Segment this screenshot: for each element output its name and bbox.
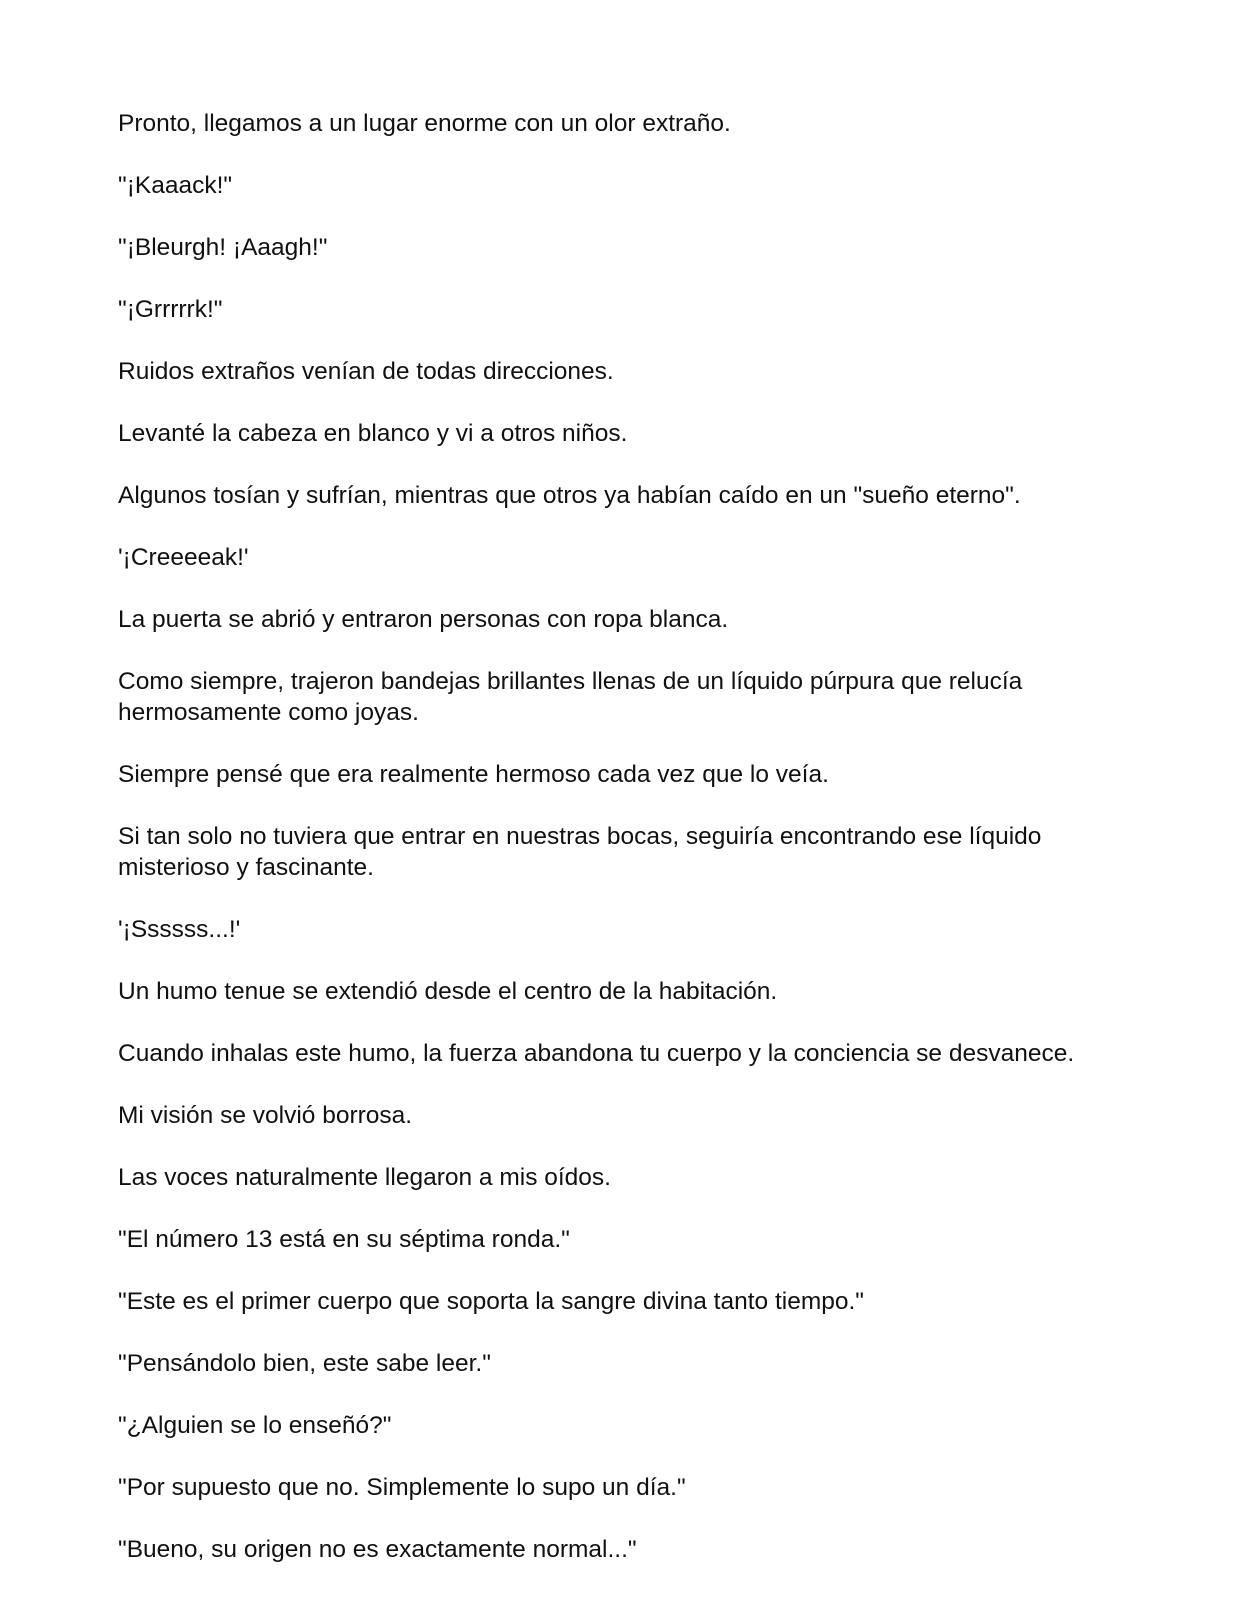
paragraph: Algunos tosían y sufrían, mientras que otros ya habían caído en un "sueño eterno". [118, 482, 1021, 509]
paragraph: "¡Bleurgh! ¡Aaagh!" [118, 234, 328, 261]
paragraph: Como siempre, trajeron bandejas brillantes llenas de un líquido púrpura que relucía hermosamente como joyas. [118, 668, 1023, 726]
paragraph: "Pensándolo bien, este sabe leer." [118, 1350, 491, 1377]
paragraph: Un humo tenue se extendió desde el centro de la habitación. [118, 978, 778, 1005]
paragraph: Ruidos extraños venían de todas direcciones. [118, 358, 614, 385]
paragraph: "¡Kaaack!" [118, 172, 233, 199]
paragraph: Levanté la cabeza en blanco y vi a otros niños. [118, 420, 628, 447]
paragraph: '¡Creeeeak!' [118, 544, 249, 571]
document-page [118, 108, 1128, 1596]
paragraph: "¡Grrrrrk!" [118, 296, 223, 323]
paragraph: Cuando inhalas este humo, la fuerza abandona tu cuerpo y la conciencia se desvanece. [118, 1040, 1075, 1067]
paragraph: "Por supuesto que no. Simplemente lo supo un día." [118, 1474, 686, 1501]
paragraph: "El número 13 está en su séptima ronda." [118, 1226, 570, 1253]
paragraph: Siempre pensé que era realmente hermoso cada vez que lo veía. [118, 761, 829, 788]
paragraph: Mi visión se volvió borrosa. [118, 1102, 413, 1129]
paragraph: Las voces naturalmente llegaron a mis oídos. [118, 1164, 611, 1191]
paragraph: Pronto, llegamos a un lugar enorme con un olor extraño. [118, 110, 731, 137]
paragraph: La puerta se abrió y entraron personas con ropa blanca. [118, 606, 729, 633]
paragraph: "Este es el primer cuerpo que soporta la sangre divina tanto tiempo." [118, 1288, 864, 1315]
paragraph: "¿Alguien se lo enseñó?" [118, 1412, 392, 1439]
paragraph: "Bueno, su origen no es exactamente normal..." [118, 1536, 637, 1563]
paragraph: Si tan solo no tuviera que entrar en nuestras bocas, seguiría encontrando ese líquido misterioso y fascinante. [118, 823, 1042, 881]
paragraph: '¡Ssssss...!' [118, 916, 241, 943]
